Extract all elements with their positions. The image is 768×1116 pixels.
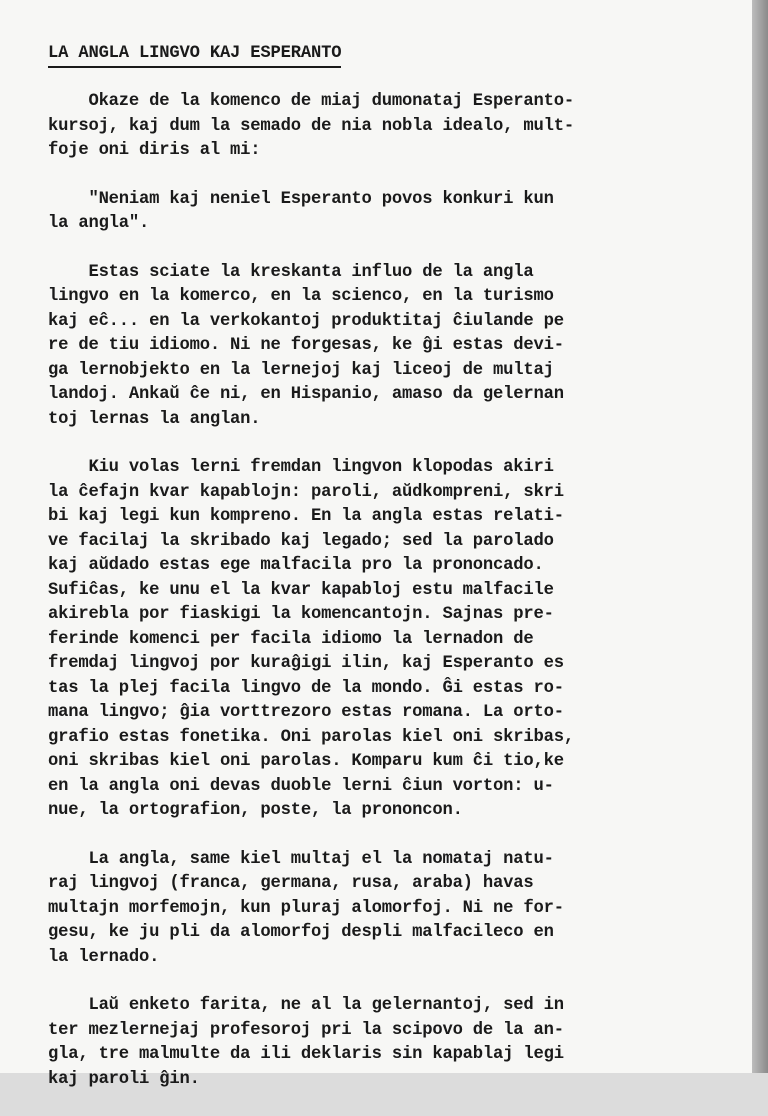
text-line: multajn morfemojn, kun pluraj alomorfoj. Ni ne for- [48, 898, 564, 918]
document-title: LA ANGLA LINGVO KAJ ESPERANTO [48, 43, 341, 68]
text-line: bi kaj legi kun kompreno. En la angla estas relati- [48, 507, 564, 526]
text-line: Sufiĉas, ke unu el la kvar kapabloj estu malfacile [48, 580, 554, 600]
text-line: kaj paroli ĝin. [48, 1069, 200, 1089]
text-line: la lernado. [48, 947, 160, 967]
text-line: gla, tre malmulte da ili deklaris sin kapablaj legi [48, 1045, 564, 1064]
text-line: "Neniam kaj neniel Esperanto povos konkuri kun [48, 189, 554, 209]
text-line: lingvo en la komerco, en la scienco, en la turismo [48, 287, 554, 306]
paragraph [48, 994, 728, 1092]
text-line: grafio estas fonetika. Oni parolas kiel oni skribas, [48, 727, 574, 747]
text-line: nue, la ortografion, poste, la prononcon. [48, 801, 463, 820]
document-body [48, 42, 728, 1116]
text-line: landoj. Ankaŭ ĉe ni, en Hispanio, amaso da gelernan [48, 385, 564, 404]
paragraph [48, 261, 728, 433]
text-line: La angla, same kiel multaj el la nomataj natu- [48, 849, 554, 869]
text-line: tas la plej facila lingvo de la mondo. Ĝi estas ro- [48, 678, 564, 698]
text-line: la angla". [48, 214, 150, 233]
text-line: fremdaj lingvoj por kuraĝigi ilin, kaj Esperanto es [48, 654, 564, 673]
text-line: Kiu volas lerni fremdan lingvon klopodas akiri [48, 458, 554, 477]
text-line: gesu, ke ju pli da alomorfoj despli malfacileco en [48, 923, 554, 942]
text-line: Okaze de la komenco de miaj dumonataj Esperanto- [48, 92, 574, 111]
text-line: kaj eĉ... en la verkokantoj produktitaj ĉiulande pe [48, 311, 564, 331]
page-edge-shadow [752, 0, 768, 1073]
text-line: Estas sciate la kreskanta influo de la angla [48, 262, 534, 282]
paragraph [48, 848, 728, 971]
paragraph [48, 188, 728, 237]
text-line: kaj aŭdado estas ege malfacila pro la prononcado. [48, 556, 544, 575]
text-line: ferinde komenci per facila idiomo la lernadon de [48, 629, 534, 649]
text-line: ga lernobjekto en la lernejoj kaj liceoj de multaj [48, 360, 554, 380]
text-line: en la angla oni devas duoble lerni ĉiun vorton: u- [48, 776, 554, 796]
text-line: toj lernas la anglan. [48, 409, 261, 429]
text-line: oni skribas kiel oni parolas. Komparu kum ĉi tio,ke [48, 752, 564, 771]
text-line: akirebla por fiaskigi la komencantojn. Sajnas pre- [48, 605, 554, 624]
text-line: la ĉefajn kvar kapablojn: paroli, aŭdkompreni, skri [48, 482, 564, 502]
text-line: ve facilaj la skribado kaj legado; sed la parolado [48, 531, 554, 551]
paragraph [48, 456, 728, 824]
text-line: mana lingvo; ĝia vorttrezoro estas romana. La orto- [48, 703, 564, 722]
text-line: Laŭ enketo farita, ne al la gelernantoj, sed in [48, 996, 564, 1015]
paragraph [48, 90, 728, 164]
text-line: foje oni diris al mi: [48, 141, 261, 160]
text-line: ter mezlernejaj profesoroj pri la scipovo de la an- [48, 1020, 564, 1040]
text-line: re de tiu idiomo. Ni ne forgesas, ke ĝi estas devi- [48, 336, 564, 355]
text-line: raj lingvoj (franca, germana, rusa, araba) havas [48, 874, 534, 893]
paragraph-list [48, 90, 728, 1092]
text-line: kursoj, kaj dum la semado de nia nobla idealo, mult- [48, 116, 574, 136]
